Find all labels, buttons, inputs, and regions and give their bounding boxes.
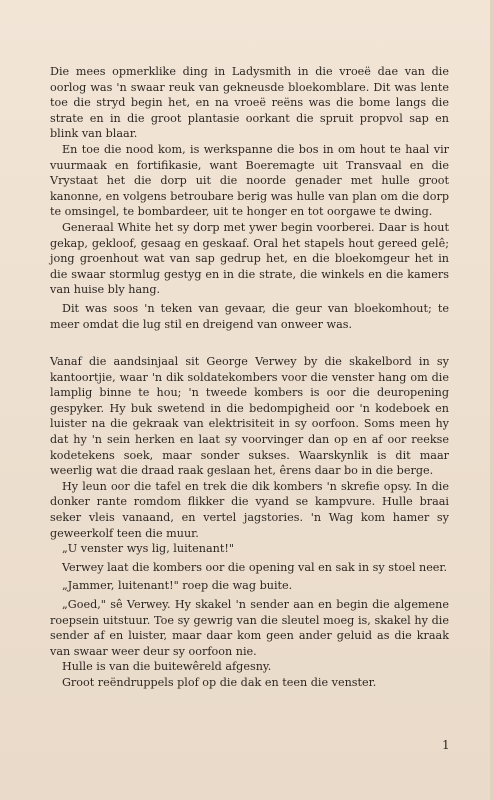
paragraph-3: Generaal White het sy dorp met ywer begin voorberei. Daar is hout gekap, gekloof, gesaag en geskaaf. Oral het stapels hout gereed gelê; jong groenhout wat van sap gedrup het, en die bloekomgeur het in die swaar stormlug gestyg en in die strate, die winkels en die kamers van huise bly hang. xyxy=(50,220,449,297)
paragraph-10: „Goed," sê Verwey. Hy skakel 'n sender aan en begin die algemene roepsein uitstuur. Toe sy gewrig van die sleutel moeg is, skakel hy die sender af en luister, maar daar kom geen ander geluid as die kraak van swaar weer deur sy oorfoon nie. xyxy=(50,598,449,658)
page-number: 1 xyxy=(442,738,450,752)
paragraph-1: Die mees opmerklike ding in Ladysmith in die vroeë dae van die oorlog was 'n swaar reuk van gekneusde bloekomblare. Dit was lente toe die stryd begin het, en na vroeë reëns was die bome langs die strate en in die groot plantasie oorkant die spruit propvol sap en blink van blaar. xyxy=(50,65,449,141)
paragraph-6: Hy leun oor die tafel en trek die dik kombers 'n skrefie opsy. In die donker rante romdom flikker die vyand se kampvure. Hulle braai seker vleis vanaand, en vertel jagstories. 'n Wag kom hamer sy geweerkolf teen die muur. xyxy=(50,479,449,540)
paragraph-8: Verwey laat die kombers oor die opening val en sak in sy stoel neer. xyxy=(62,560,448,574)
paragraph-9: „Jammer, luitenant!" roep die wag buite. xyxy=(62,579,293,593)
paragraph-7: „U venster wys lig, luitenant!" xyxy=(62,542,235,556)
paragraph-4: Dit was soos 'n teken van gevaar, die geur van bloekomhout; te meer omdat die lug stil en dreigend van onweer was. xyxy=(50,301,449,331)
paragraph-11: Hulle is van die buitewêreld afgesny. xyxy=(62,660,272,674)
paragraph-5: Vanaf die aandsinjaal sit George Verwey by die skakelbord in sy kantoortjie, waar 'n dik soldatekombers voor die venster hang om die lamplig binne te hou; 'n tweede kombers is oor die deuropening gespyker. Hy buk swetend in die bedompigheid oor 'n kodeboek en luister na die gekraak van elektrisiteit in sy oorfoon. Soms meen hy dat hy 'n sein herken en laat sy voorvinger dan op en af oor reekse kodetekens soek, maar sonder sukses. Waarskynlik is dit maar weerlig wat die draad raak geslaan het, êrens daar bo in die berge. xyxy=(50,355,449,478)
paragraph-12: Groot reëndruppels plof op die dak en teen die venster. xyxy=(62,675,377,689)
paragraph-2: En toe die nood kom, is werkspanne die bos in om hout te haal vir vuurmaak en fortifikasie, want Boeremagte uit Transvaal en die Vrystaat het die dorp uit die noorde genader met hulle groot kanonne, en volgens betroubare berig was hulle van plan om die dorp te omsingel, te bombardeer, uit te honger en tot oorgawe te dwing. xyxy=(50,142,449,219)
body-text xyxy=(50,64,449,691)
